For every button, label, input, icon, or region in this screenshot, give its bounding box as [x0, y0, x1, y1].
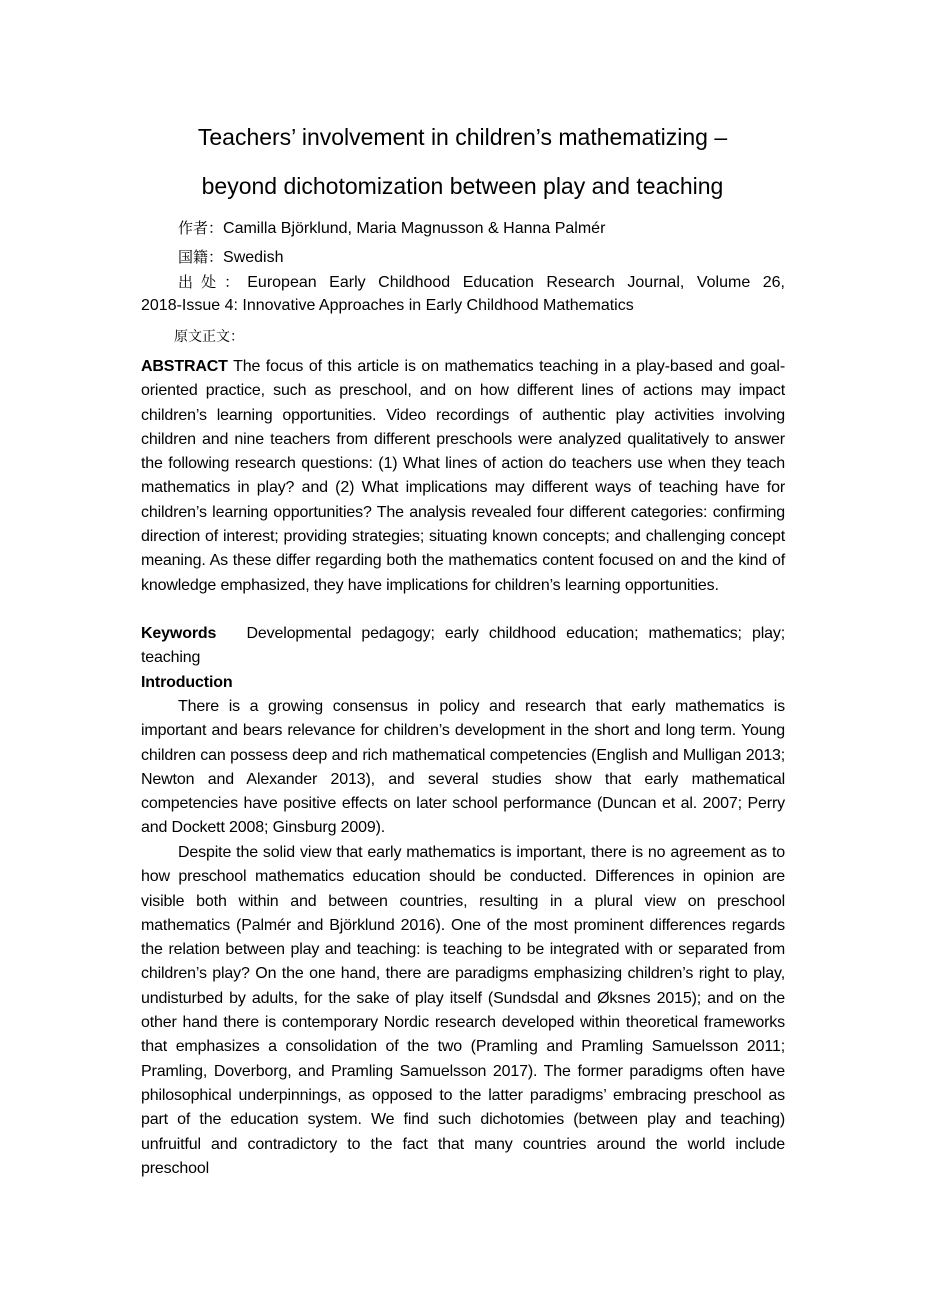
- nationality-label: 国籍：: [178, 248, 224, 266]
- abstract-label: ABSTRACT: [141, 358, 228, 375]
- author-label: 作者：: [178, 219, 224, 237]
- keywords-text: Developmental pedagogy; early childhood education; mathematics; play; teaching: [141, 625, 785, 667]
- paragraph-1: There is a growing consensus in policy and research that early mathematics is important and bears relevance for children’s development in the short and long term. Young children can possess deep and rich mathematical competencies (English and Mulligan 2013; Newton and Alexander 2013), and several studies show that early mathematical competencies have positive effects on later school performance (Duncan et al. 2007; Perry and Dockett 2008; Ginsburg 2009).: [141, 698, 785, 837]
- paragraph-2: Despite the solid view that early mathematics is important, there is no agreement as to how preschool mathematics education should be conducted. Differences in opinion are visible both within and between countries, resulting in a plural view on preschool mathematics (Palmér and Björklund 2016). One of the most prominent differences regards the relation between play and teaching: is teaching to be integrated with or separated from children’s play? On the one hand, there are paradigms emphasizing children’s right to play, undisturbed by adults, for the sake of play itself (Sundsdal and Øksnes 2015); and on the other hand there is contemporary Nordic research developed within theoretical frameworks that emphasizes a consolidation of the two (Pramling and Pramling Samuelsson 2011; Pramling, Doverborg, and Pramling Samuelsson 2017). The former paradigms often have philosophical underpinnings, as opposed to the latter paradigms’ embracing preschool as part of the education system. We find such dichotomies (between play and teaching) unfruitful and contradictory to the fact that many countries around the world include preschool: [141, 844, 785, 1177]
- title-line-2: beyond dichotomization between play and teaching: [201, 173, 724, 199]
- original-text-label: 原文正文：: [174, 329, 244, 345]
- abstract: [141, 355, 785, 598]
- source-text-1: European Early Childhood Education Research Journal, Volume 26,: [247, 274, 785, 291]
- abstract-text: The focus of this article is on mathematics teaching in a play-based and goal-oriented practice, such as preschool, and on how different lines of actions may impact children’s learning opportunities. Video recordings of authentic play activities involving children and nine teachers from different preschools were analyzed qualitatively to answer the following research questions: (1) What lines of action do teachers use when they teach mathematics in play? and (2) What implications may different ways of teaching have for children’s learning opportunities? The analysis revealed four different categories: confirming direction of interest; providing strategies; situating known concepts; and challenging concept meaning. As these differ regarding both the mathematics content focused on and the kind of knowledge emphasized, they have implications for children’s learning opportunities.: [141, 358, 785, 594]
- source-label: 出处：: [178, 273, 248, 291]
- keywords: [141, 622, 785, 671]
- authors: Camilla Björklund, Maria Magnusson & Hanna Palmér: [223, 220, 606, 237]
- author-line: [178, 216, 605, 241]
- keywords-label: Keywords: [141, 625, 217, 642]
- nationality: Swedish: [223, 249, 284, 266]
- nationality-line: [178, 245, 284, 270]
- source-line-2: 2018-Issue 4: Innovative Approaches in Early Childhood Mathematics: [141, 297, 634, 314]
- intro-heading: Introduction: [141, 674, 233, 691]
- source-line-1: [178, 270, 785, 295]
- title-line-1: Teachers’ involvement in children’s mathematizing –: [197, 124, 728, 150]
